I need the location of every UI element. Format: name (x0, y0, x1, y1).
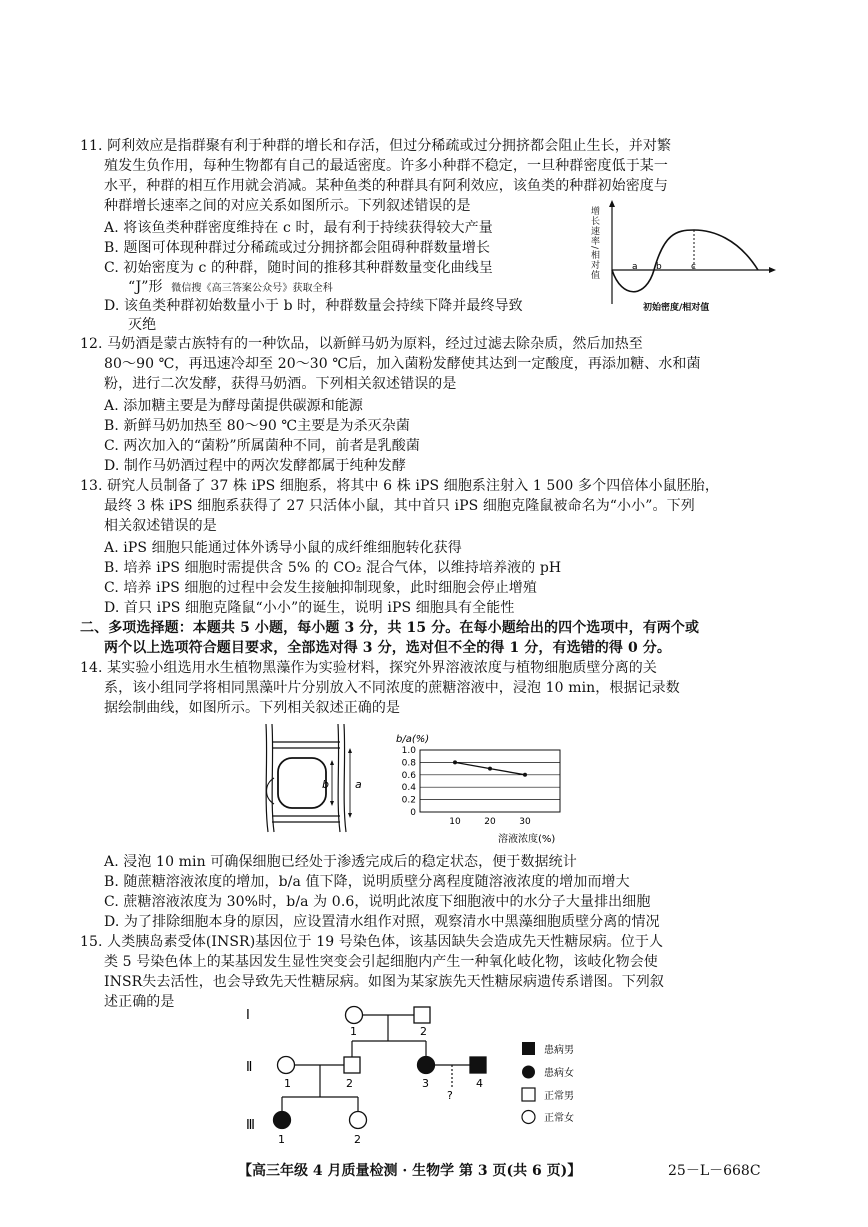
q11-option-c-line1: C. 初始密度为 c 的种群，随时间的推移其种群数量变化曲线呈 (104, 260, 493, 276)
legend-affected-female-symbol (522, 1066, 535, 1079)
q14-cell-label-b: b (322, 778, 329, 791)
q12-option-b: B. 新鲜马奶加热至 80～90 ℃主要是为杀灭杂菌 (104, 418, 410, 434)
pedigree-iii1-number: 1 (278, 1133, 285, 1146)
chart-series (453, 760, 527, 776)
q14-protoplast (278, 758, 326, 808)
legend-normal-female-symbol (522, 1111, 535, 1124)
chart-y-tick-label: 1.0 (401, 746, 416, 756)
watermark: 微信搜《高三答案公众号》获取全科 (171, 283, 333, 294)
section2-line1: 二、多项选择题：本题共 5 小题，每小题 3 分，共 15 分。在每小题给出的四个选项中，有两个或 (80, 620, 700, 636)
legend-normal-male: 正常男 (544, 1091, 574, 1102)
q11-option-d-line1: D. 该鱼类种群初始数量小于 b 时，种群数量会持续下降并最终导致 (104, 298, 523, 314)
chart-y-tick-label: 0.6 (401, 770, 416, 781)
pedigree-gen-3: Ⅲ (246, 1118, 255, 1133)
pedigree-ii3-affected-female (418, 1057, 435, 1074)
q12-line2: 80～90 ℃，再迅速冷却至 20～30 ℃后，加入菌粉发酵使其达到一定酸度，再添加糖、水和菌 (104, 356, 701, 372)
chart-frame (420, 750, 560, 812)
q11-graph-label-b: b (656, 262, 662, 272)
q11-growth-graph (588, 200, 778, 315)
pedigree-ii1-number: 1 (284, 1077, 291, 1090)
q15-line3: INSR失去活性，也会导致先天性糖尿病。如图为某家族先天性糖尿病遗传系谱图。下列叙 (104, 974, 665, 990)
chart-point (453, 760, 457, 764)
chart-point (488, 767, 492, 771)
q11-line3: 水平，种群的相互作用就会消减。某种鱼类的种群具有阿利效应，该鱼类的种群初始密度与 (104, 178, 668, 194)
q15-line1: 15. 人类胰岛素受体(INSR)基因位于 19 号染色体，该基因缺失会造成先天性糖尿病。位于人 (80, 934, 664, 950)
pedigree-ii3-number: 3 (422, 1077, 429, 1090)
chart-ylabel: b/a(%) (396, 734, 430, 745)
section2-line2: 两个以上选项符合题目要求，全部选对得 3 分，选对但不全的得 1 分，有选错的得 0 分。 (104, 640, 671, 656)
chart-x-tick-label: 30 (519, 817, 531, 827)
q11-line1: 11. 阿利效应是指群聚有利于种群的增长和存活，但过分稀疏或过分拥挤都会阻止生长，并对繁 (80, 138, 672, 154)
q14-line2: 系，该小组同学将相同黑藻叶片分别放入不同浓度的蔗糖溶液中，浸泡 10 min，根据记录数 (104, 680, 680, 696)
q14-line-chart (390, 728, 590, 844)
q12-option-a: A. 添加糖主要是为酵母菌提供碳源和能源 (104, 398, 364, 414)
q14-option-c: C. 蔗糖溶液浓度为 30%时，b/a 为 0.6，说明此浓度下细胞液中的水分子大量排出细胞 (104, 894, 651, 910)
q12-option-c: C. 两次加入的“菌粉”所属菌种不同，前者是乳酸菌 (104, 438, 420, 454)
q12-line1: 12. 马奶酒是蒙古族特有的一种饮品，以新鲜马奶为原料，经过过滤去除杂质，然后加热至 (80, 336, 643, 352)
pedigree-i1-number: 1 (350, 1025, 357, 1038)
q13-option-c: C. 培养 iPS 细胞的过程中会发生接触抑制现象，此时细胞会停止增殖 (104, 580, 537, 596)
chart-y-tick-label: 0.8 (401, 758, 416, 769)
q11-option-a: A. 将该鱼类种群密度维持在 c 时，最有利于持续获得较大产量 (104, 220, 493, 236)
q13-option-b: B. 培养 iPS 细胞时需提供含 5% 的 CO₂ 混合气体，以维持培养液的 pH (104, 560, 562, 576)
pedigree-i2-number: 2 (420, 1025, 427, 1038)
q11-option-c-line2 (128, 278, 333, 298)
q12-option-d: D. 制作马奶酒过程中的两次发酵都属于纯种发酵 (104, 458, 406, 474)
pedigree-i2-normal-male (414, 1007, 430, 1023)
q15-line2: 类 5 号染色体上的某基因发生显性突变会引起细胞内产生一种氧化岐化物，该岐化物会使 (104, 954, 658, 970)
q11-graph-label-c: c (691, 262, 696, 272)
q11-line4: 种群增长速率之间的对应关系如图所示。下列叙述错误的是 (104, 198, 471, 214)
q11-graph-label-a: a (632, 262, 638, 272)
chart-y-tick-label: 0 (410, 808, 416, 818)
chart-y-tick-label: 0.4 (401, 783, 416, 794)
pedigree-i1-normal-female (346, 1007, 363, 1024)
q14-cell-label-a: a (355, 778, 362, 791)
pedigree-gen-2: Ⅱ (246, 1060, 253, 1075)
q14-line1: 14. 某实验小组选用水生植物黑藻作为实验材料，探究外界溶液浓度与植物细胞质壁分离的关 (80, 660, 658, 676)
q11-graph-ylabel: 增长速率/相对值 (589, 206, 599, 281)
q11-option-d-line2: 灭绝 (128, 317, 157, 333)
q13-option-a: A. iPS 细胞只能通过体外诱导小鼠的成纤维细胞转化获得 (104, 540, 462, 556)
q14-cell-diagram (258, 720, 368, 835)
q14-line3: 据绘制曲线，如图所示。下列相关叙述正确的是 (104, 700, 401, 716)
q11-graph-xlabel: 初始密度/相对值 (643, 303, 710, 313)
chart-x-ticks (449, 817, 531, 827)
q13-line1: 13. 研究人员制备了 37 株 iPS 细胞系，将其中 6 株 iPS 细胞系注射入 1 500 多个四倍体小鼠胚胎， (80, 478, 719, 494)
q11-option-c-j: “J”形 (128, 279, 163, 295)
q13-line2: 最终 3 株 iPS 细胞系获得了 27 只活体小鼠，其中首只 iPS 细胞克隆鼠被命名为“小小”。下列 (104, 498, 695, 514)
page-footer-title: 【高三年级 4 月质量检测 · 生物学 第 3 页(共 6 页)】 (238, 1163, 582, 1179)
pedigree-chart (240, 1005, 610, 1155)
q12-line3: 粉，进行二次发酵，获得马奶酒。下列相关叙述错误的是 (104, 376, 457, 392)
pedigree-ii2-number: 2 (346, 1077, 353, 1090)
q13-option-d: D. 首只 iPS 细胞克隆鼠“小小”的诞生，说明 iPS 细胞具有全能性 (104, 600, 515, 616)
pedigree-iii2-number: 2 (354, 1133, 361, 1146)
chart-grid (420, 750, 560, 812)
pedigree-unknown-child: ? (447, 1089, 453, 1102)
chart-x-tick-label: 20 (484, 817, 496, 827)
q14-option-b: B. 随蔗糖溶液浓度的增加，b/a 值下降，说明质壁分离程度随溶液浓度的增加而增大 (104, 874, 630, 890)
legend-affected-female: 患病女 (544, 1068, 574, 1079)
pedigree-ii2-normal-male (344, 1057, 360, 1073)
chart-y-ticks (402, 746, 417, 818)
pedigree-ii1-normal-female (278, 1057, 295, 1074)
chart-point (523, 773, 527, 777)
legend-affected-male-symbol (522, 1042, 535, 1055)
page-footer-code: 25－L－668C (668, 1163, 761, 1179)
pedigree-iii2-normal-female (350, 1112, 367, 1129)
q15-line4: 述正确的是 (104, 994, 175, 1010)
q11-line2: 殖发生负作用，每种生物都有自己的最适密度。许多小种群不稳定，一旦种群密度低于某一 (104, 158, 668, 174)
pedigree-iii1-affected-female (274, 1112, 291, 1129)
pedigree-gen-1: Ⅰ (246, 1008, 250, 1023)
legend-affected-male: 患病男 (544, 1045, 574, 1056)
legend-normal-male-symbol (522, 1088, 535, 1101)
q11-graph-curve (612, 230, 758, 292)
pedigree-ii4-affected-male (470, 1057, 486, 1073)
pedigree-ii4-number: 4 (476, 1077, 483, 1090)
chart-x-tick-label: 10 (449, 817, 461, 827)
q14-option-d: D. 为了排除细胞本身的原因，应设置清水组作对照，观察清水中黑藻细胞质壁分离的情况 (104, 914, 660, 930)
q13-line3: 相关叙述错误的是 (104, 518, 217, 534)
chart-xlabel: 溶液浓度(%) (498, 834, 556, 844)
legend-normal-female: 正常女 (544, 1113, 574, 1124)
q11-option-b: B. 题图可体现种群过分稀疏或过分拥挤都会阻碍种群数量增长 (104, 240, 491, 256)
q14-option-a: A. 浸泡 10 min 可确保细胞已经处于渗透完成后的稳定状态，便于数据统计 (104, 854, 577, 870)
chart-y-tick-label: 0.2 (401, 795, 416, 806)
